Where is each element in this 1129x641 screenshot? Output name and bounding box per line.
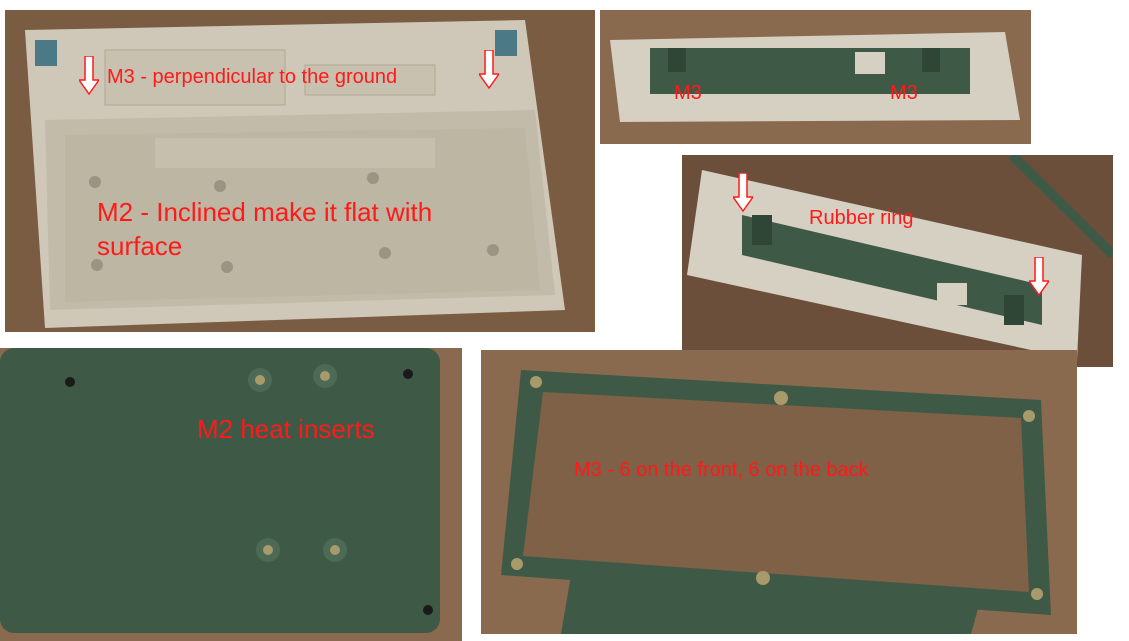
photo-plate: [0, 348, 462, 641]
annotation-m3-left: M3: [674, 82, 702, 104]
annotation-m3-right: M3: [890, 82, 918, 104]
annotation-rubber-ring: Rubber ring: [809, 207, 914, 229]
annotation-m2-heat-inserts: M2 heat inserts: [197, 414, 375, 444]
annotation-m2-inclined-line2: surface: [97, 231, 183, 261]
photo-frame: [481, 350, 1077, 634]
rail-front-illustration: [600, 10, 1031, 144]
annotation-m2-inclined-line1: M2 - Inclined make it flat with: [97, 197, 433, 227]
frame-illustration: [481, 350, 1077, 634]
annotation-m3-perpendicular: M3 - perpendicular to the ground: [107, 66, 398, 88]
photo-rail-front: [600, 10, 1031, 144]
plate-illustration: [0, 348, 462, 641]
photo-case-top: [5, 10, 595, 332]
annotation-m3-front-back: M3 - 6 on the front, 6 on the back: [574, 459, 869, 481]
photo-rail-angle: [682, 155, 1113, 367]
